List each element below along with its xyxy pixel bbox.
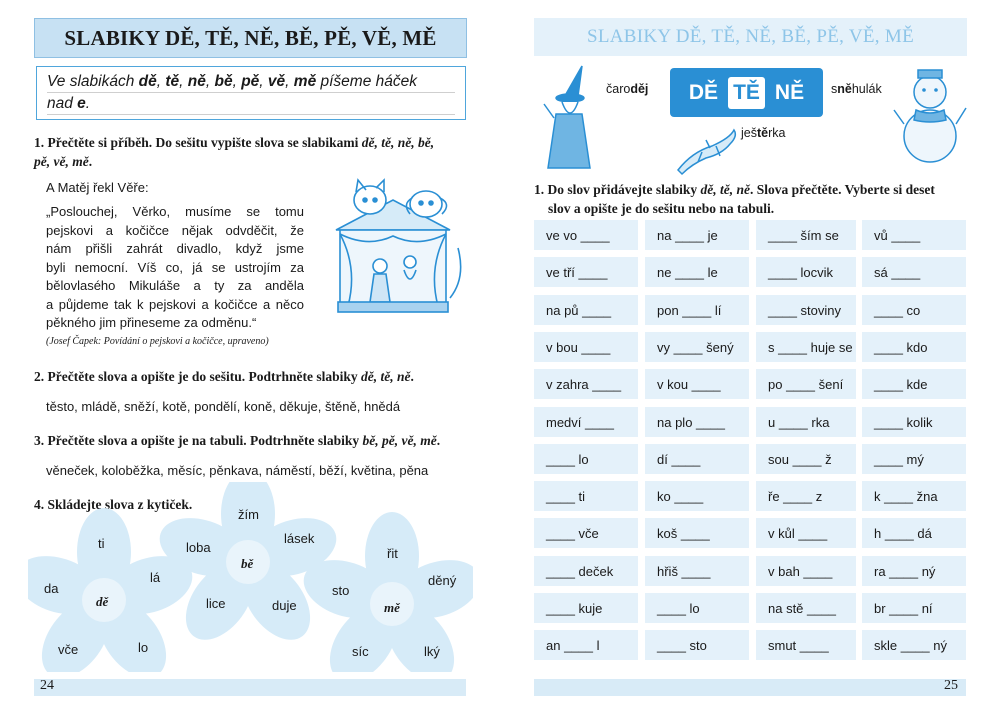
flower-petal: lice	[206, 596, 226, 611]
fill-in-cell: ____ kdo	[862, 332, 966, 362]
flower-petal: lo	[138, 640, 149, 655]
wizard-illustration	[538, 64, 598, 174]
syllable-ne: NĚ	[774, 80, 805, 104]
fill-in-cell: ve vo ____	[534, 220, 638, 250]
fill-in-cell: ne ____ le	[645, 257, 749, 287]
label-jesterka: ještěrka	[741, 126, 786, 140]
task-2-words: těsto, mládě, sněží, kotě, pondělí, koně, děkuje, štěně, hnědá	[46, 399, 401, 414]
fill-in-cell: vů ____	[862, 220, 966, 250]
flower-petal: sto	[332, 583, 350, 598]
fill-in-cell: ____ lo	[534, 444, 638, 474]
fill-in-cell: medví ____	[534, 407, 638, 437]
flower-center-me: mě	[384, 600, 400, 615]
fill-in-cell: v kůl ____	[756, 518, 856, 548]
fill-in-cell: s ____ huje se	[756, 332, 856, 362]
flower-petal: žím	[238, 507, 259, 522]
flower-petal: síc	[352, 644, 369, 659]
fill-in-cell: na stě ____	[756, 593, 856, 623]
task-3-heading: 3. Přečtěte slova a opište je na tabuli. Podtrhněte slabiky bě, pě, vě, mě.	[34, 433, 441, 448]
flower-petal: ti	[98, 536, 105, 551]
flower-center-de: dě	[96, 594, 109, 609]
fill-in-cell: vy ____ šený	[645, 332, 749, 362]
story-text: „Poslouchej, Věrko, musíme se tomu pejskovi a kočičce nějak odvděčit, že nám přišli zahrát divadlo, když jsme byli nemocní. Víš co, já se ustrojím za bělovlasého Mikuláše a ty za anděla a půjdeme tak k pejskovi a kočičce a něco pěkného jim přineseme za odměnu.“	[46, 204, 304, 330]
footer-bar	[34, 679, 466, 696]
fill-in-cell: u ____ rka	[756, 407, 856, 437]
page-number: 25	[944, 678, 958, 693]
fill-in-cell: ____ deček	[534, 556, 638, 586]
fill-in-cell: hřiš ____	[645, 556, 749, 586]
fill-in-cell: ____ kde	[862, 369, 966, 399]
fill-in-cell: ____ kolik	[862, 407, 966, 437]
fill-in-cell: k ____ žna	[862, 481, 966, 511]
task-1-heading: 1. Do slov přidávejte slabiky dě, tě, ně. Slova přečtěte. Vyberte si deset slov a opište je do sešitu nebo na tabuli.	[534, 182, 935, 216]
fill-in-cell: v bou ____	[534, 332, 638, 362]
rule-box	[36, 66, 466, 120]
flower-petal: loba	[186, 540, 211, 555]
flower-center-be: bě	[241, 556, 254, 571]
fill-in-cell: sá ____	[862, 257, 966, 287]
fill-in-cell: na pů ____	[534, 295, 638, 325]
label-snehulak: sněhulák	[831, 82, 882, 96]
fill-in-cell: ra ____ ný	[862, 556, 966, 586]
flower-petal: vče	[58, 642, 79, 657]
puppet-theatre-illustration	[318, 178, 468, 328]
fill-in-cell: ____ mý	[862, 444, 966, 474]
flower-petal: da	[44, 581, 59, 596]
task-4-heading: 4. Skládejte slova z kytiček.	[34, 497, 193, 512]
task-3-words: věneček, koloběžka, měsíc, pěnkava, náměstí, běží, květina, pěna	[46, 463, 429, 478]
fill-in-cell: koš ____	[645, 518, 749, 548]
label-carodej: čaroděj	[606, 82, 649, 96]
fill-in-cell: dí ____	[645, 444, 749, 474]
fill-in-cell: smut ____	[756, 630, 856, 660]
page-title: SLABIKY DĚ, TĚ, NĚ, BĚ, PĚ, VĚ, MĚ	[534, 18, 967, 56]
fill-in-cell: ____ sto	[645, 630, 749, 660]
fill-in-cell: ____ ším se	[756, 220, 856, 250]
fill-in-cell: ____ co	[862, 295, 966, 325]
syllable-te: TĚ	[728, 77, 765, 109]
story-source: (Josef Čapek: Povídání o pejskovi a kočičce, upraveno)	[46, 336, 269, 347]
fill-in-cell: po ____ šení	[756, 369, 856, 399]
fill-in-cell: na plo ____	[645, 407, 749, 437]
fill-in-cell: ____ locvik	[756, 257, 856, 287]
fill-in-cell: br ____ ní	[862, 593, 966, 623]
fill-in-cell: skle ____ ný	[862, 630, 966, 660]
task-1-heading: 1. Přečtěte si příběh. Do sešitu vypište slova se slabikami dě, tě, ně, bě, pě, vě, mě.	[34, 135, 435, 169]
task-2-heading: 2. Přečtěte slova a opište je do sešitu. Podtrhněte slabiky dě, tě, ně.	[34, 369, 414, 384]
lizard-illustration	[672, 122, 742, 176]
flower-petal: duje	[272, 598, 297, 613]
rule-line-2: nad e.	[47, 93, 455, 115]
fill-in-cell: v bah ____	[756, 556, 856, 586]
page-title: SLABIKY DĚ, TĚ, NĚ, BĚ, PĚ, VĚ, MĚ	[34, 18, 467, 58]
fill-in-cell: sou ____ ž	[756, 444, 856, 474]
fill-in-cell: h ____ dá	[862, 518, 966, 548]
flower-petal: lký	[424, 644, 440, 659]
fill-in-cell: ko ____	[645, 481, 749, 511]
right-page	[500, 0, 1000, 709]
fill-in-cell: na ____ je	[645, 220, 749, 250]
fill-in-cell: ře ____ z	[756, 481, 856, 511]
fill-in-cell: ____ kuje	[534, 593, 638, 623]
page-number: 24	[40, 678, 54, 693]
fill-in-cell: ____ ti	[534, 481, 638, 511]
story-intro: A Matěj řekl Věře:	[46, 180, 149, 195]
flower-petal: děný	[428, 573, 457, 588]
footer-bar	[534, 679, 966, 696]
fill-in-cell: v kou ____	[645, 369, 749, 399]
fill-in-cell: v zahra ____	[534, 369, 638, 399]
syllable-de: DĚ	[688, 80, 719, 104]
syllable-panel	[670, 68, 823, 117]
snowman-illustration	[892, 66, 968, 166]
fill-in-cell: ____ lo	[645, 593, 749, 623]
flower-petal: lá	[150, 570, 161, 585]
flower-petal: lásek	[284, 531, 315, 546]
rule-line-1: Ve slabikách dě, tě, ně, bě, pě, vě, mě píšeme háček	[47, 71, 455, 93]
fill-in-cell: ve tří ____	[534, 257, 638, 287]
fill-in-cell: an ____ l	[534, 630, 638, 660]
fill-in-cell: ____ vče	[534, 518, 638, 548]
flower-petal: řit	[387, 546, 398, 561]
fill-in-cell: pon ____ lí	[645, 295, 749, 325]
fill-in-cell: ____ stoviny	[756, 295, 856, 325]
